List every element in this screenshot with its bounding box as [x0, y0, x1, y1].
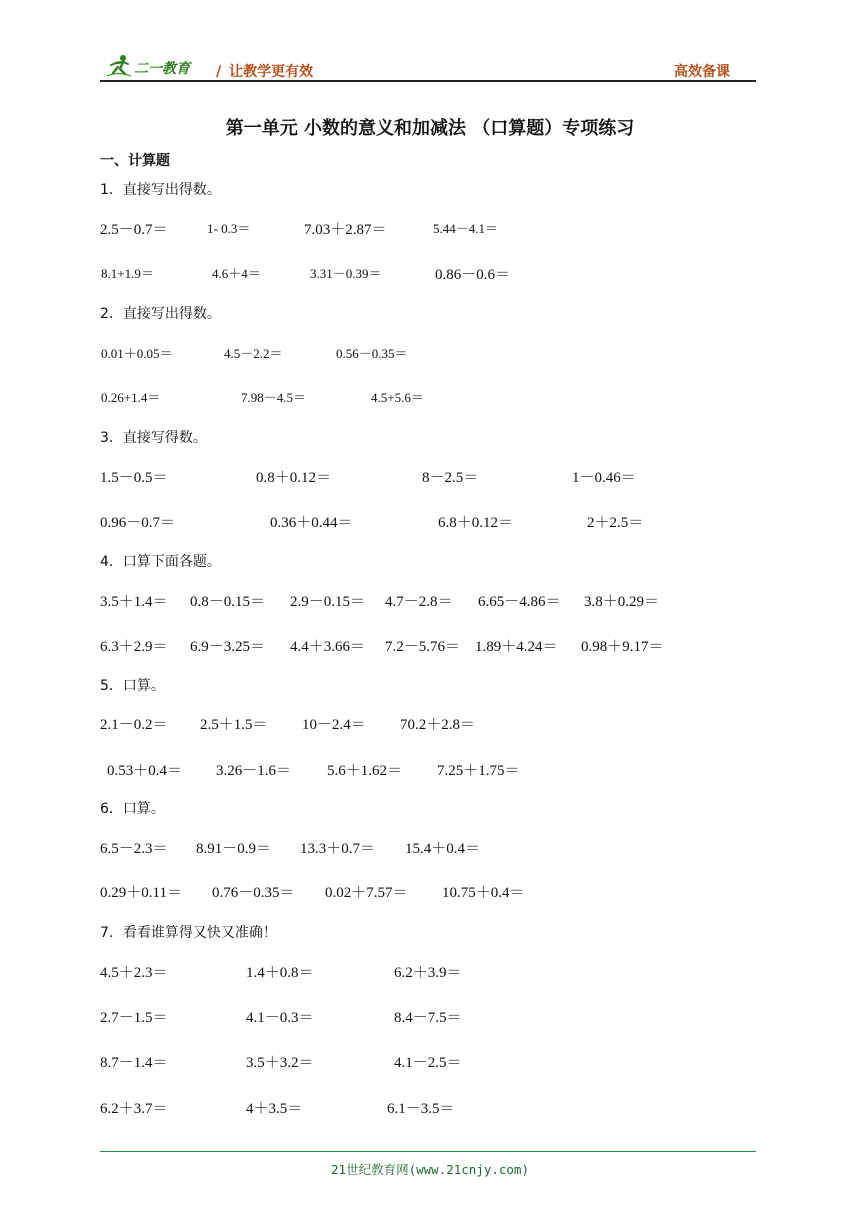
expression: 1.89＋4.24＝ [475, 639, 558, 655]
expression: 3.26－1.6＝ [216, 763, 292, 779]
expression: 0.76－0.35＝ [212, 885, 295, 901]
expression: 3.31－0.39＝ [310, 266, 382, 281]
question-1-row-2 [0, 263, 860, 285]
expression: 0.86－0.6＝ [435, 267, 511, 283]
header-divider [100, 80, 756, 82]
section-heading: 一、计算题 [100, 153, 170, 169]
expression: 6.1－3.5＝ [387, 1101, 455, 1117]
question-7-row-3 [0, 1051, 860, 1073]
expression: 4.4＋3.66＝ [290, 639, 366, 655]
expression: 8.91－0.9＝ [196, 841, 272, 857]
expression: 1－0.46＝ [572, 470, 636, 486]
expression: 6.2＋3.9＝ [394, 965, 462, 981]
expression: 6.5－2.3＝ [100, 841, 168, 857]
expression: 7.2－5.76＝ [385, 639, 461, 655]
question-6-row-1 [0, 837, 860, 859]
question-3-row-1 [0, 466, 860, 488]
expression: 8.7－1.4＝ [100, 1055, 168, 1071]
expression: 2.9－0.15＝ [290, 594, 366, 610]
expression: 0.8－0.15＝ [190, 594, 266, 610]
question-1-label: 1．直接写出得数。 [100, 182, 221, 198]
footer-divider [100, 1151, 756, 1152]
question-6-label: 6．口算。 [100, 801, 165, 817]
expression: 13.3＋0.7＝ [300, 841, 376, 857]
header-slash: / [216, 64, 222, 80]
question-1-row-1 [0, 218, 860, 240]
question-7-row-2 [0, 1006, 860, 1028]
brand-name: 二一教育 [134, 61, 190, 77]
expression: 1.5－0.5＝ [100, 470, 168, 486]
question-4-label: 4．口算下面各题。 [100, 554, 221, 570]
expression: 5.44－4.1＝ [433, 221, 499, 236]
expression: 7.03＋2.87＝ [304, 222, 387, 238]
expression: 3.5＋1.4＝ [100, 594, 168, 610]
expression: 3.5＋3.2＝ [246, 1055, 314, 1071]
page-title: 第一单元 小数的意义和加减法 （口算题）专项练习 [225, 118, 635, 139]
expression: 6.8＋0.12＝ [438, 515, 514, 531]
question-6-row-2 [0, 881, 860, 903]
expression: 0.98＋9.17＝ [581, 639, 664, 655]
expression: 0.53＋0.4＝ [107, 763, 183, 779]
expression: 10－2.4＝ [302, 717, 366, 733]
expression: 4.1－2.5＝ [394, 1055, 462, 1071]
question-7-label: 7．看看谁算得又快又准确！ [100, 925, 277, 941]
expression: 0.96－0.7＝ [100, 515, 176, 531]
expression: 0.01＋0.05＝ [101, 346, 173, 361]
expression: 2.5＋1.5＝ [200, 717, 268, 733]
expression: 4.5－2.2＝ [224, 346, 283, 361]
expression: 5.6＋1.62＝ [327, 763, 403, 779]
question-4-row-2 [0, 635, 860, 657]
expression: 7.98－4.5＝ [241, 390, 307, 405]
expression: 8－2.5＝ [422, 470, 479, 486]
expression: 0.02＋7.57＝ [325, 885, 408, 901]
expression: 4.1－0.3＝ [246, 1010, 314, 1026]
expression: 6.2＋3.7＝ [100, 1101, 168, 1117]
expression: 0.56－0.35＝ [336, 346, 408, 361]
question-5-label: 5．口算。 [100, 678, 165, 694]
question-2-row-2 [0, 387, 860, 409]
question-5-row-1 [0, 713, 860, 735]
expression: 8.1+1.9＝ [101, 266, 154, 281]
expression: 3.8＋0.29＝ [584, 594, 660, 610]
expression: 8.4－7.5＝ [394, 1010, 462, 1026]
running-person-logo-icon [106, 54, 132, 78]
expression: 0.29＋0.11＝ [100, 885, 182, 901]
expression: 0.8＋0.12＝ [256, 470, 332, 486]
expression: 4＋3.5＝ [246, 1101, 303, 1117]
header-slogan [216, 61, 313, 81]
question-4-row-1 [0, 590, 860, 612]
question-2-row-1 [0, 343, 860, 365]
page-header [100, 52, 756, 82]
footer-text: 21世纪教育网(www.21cnjy.com) [331, 1162, 529, 1177]
question-7-row-4 [0, 1097, 860, 1119]
expression: 2.1－0.2＝ [100, 717, 168, 733]
expression: 6.65－4.86＝ [478, 594, 561, 610]
expression: 0.26+1.4＝ [101, 390, 161, 405]
question-7-row-1 [0, 961, 860, 983]
expression: 1- 0.3＝ [207, 221, 251, 236]
question-3-row-2 [0, 511, 860, 533]
expression: 7.25＋1.75＝ [437, 763, 520, 779]
expression: 4.7－2.8＝ [385, 594, 453, 610]
question-2-label: 2．直接写出得数。 [100, 306, 221, 322]
expression: 6.9－3.25＝ [190, 639, 266, 655]
expression: 70.2＋2.8＝ [400, 717, 476, 733]
expression: 2.7－1.5＝ [100, 1010, 168, 1026]
expression: 4.5+5.6＝ [371, 390, 424, 405]
question-5-row-2 [0, 759, 860, 781]
expression: 4.5＋2.3＝ [100, 965, 168, 981]
question-3-label: 3．直接写得数。 [100, 430, 207, 446]
expression: 10.75＋0.4＝ [442, 885, 525, 901]
expression: 0.36＋0.44＝ [270, 515, 353, 531]
header-tag: 高效备课 [674, 64, 730, 80]
expression: 2.5－0.7＝ [100, 222, 168, 238]
expression: 4.6＋4＝ [212, 266, 261, 281]
expression: 15.4＋0.4＝ [405, 841, 481, 857]
expression: 2＋2.5＝ [587, 515, 644, 531]
expression: 1.4＋0.8＝ [246, 965, 314, 981]
expression: 6.3＋2.9＝ [100, 639, 168, 655]
slogan-text: 让教学更有效 [229, 64, 314, 80]
